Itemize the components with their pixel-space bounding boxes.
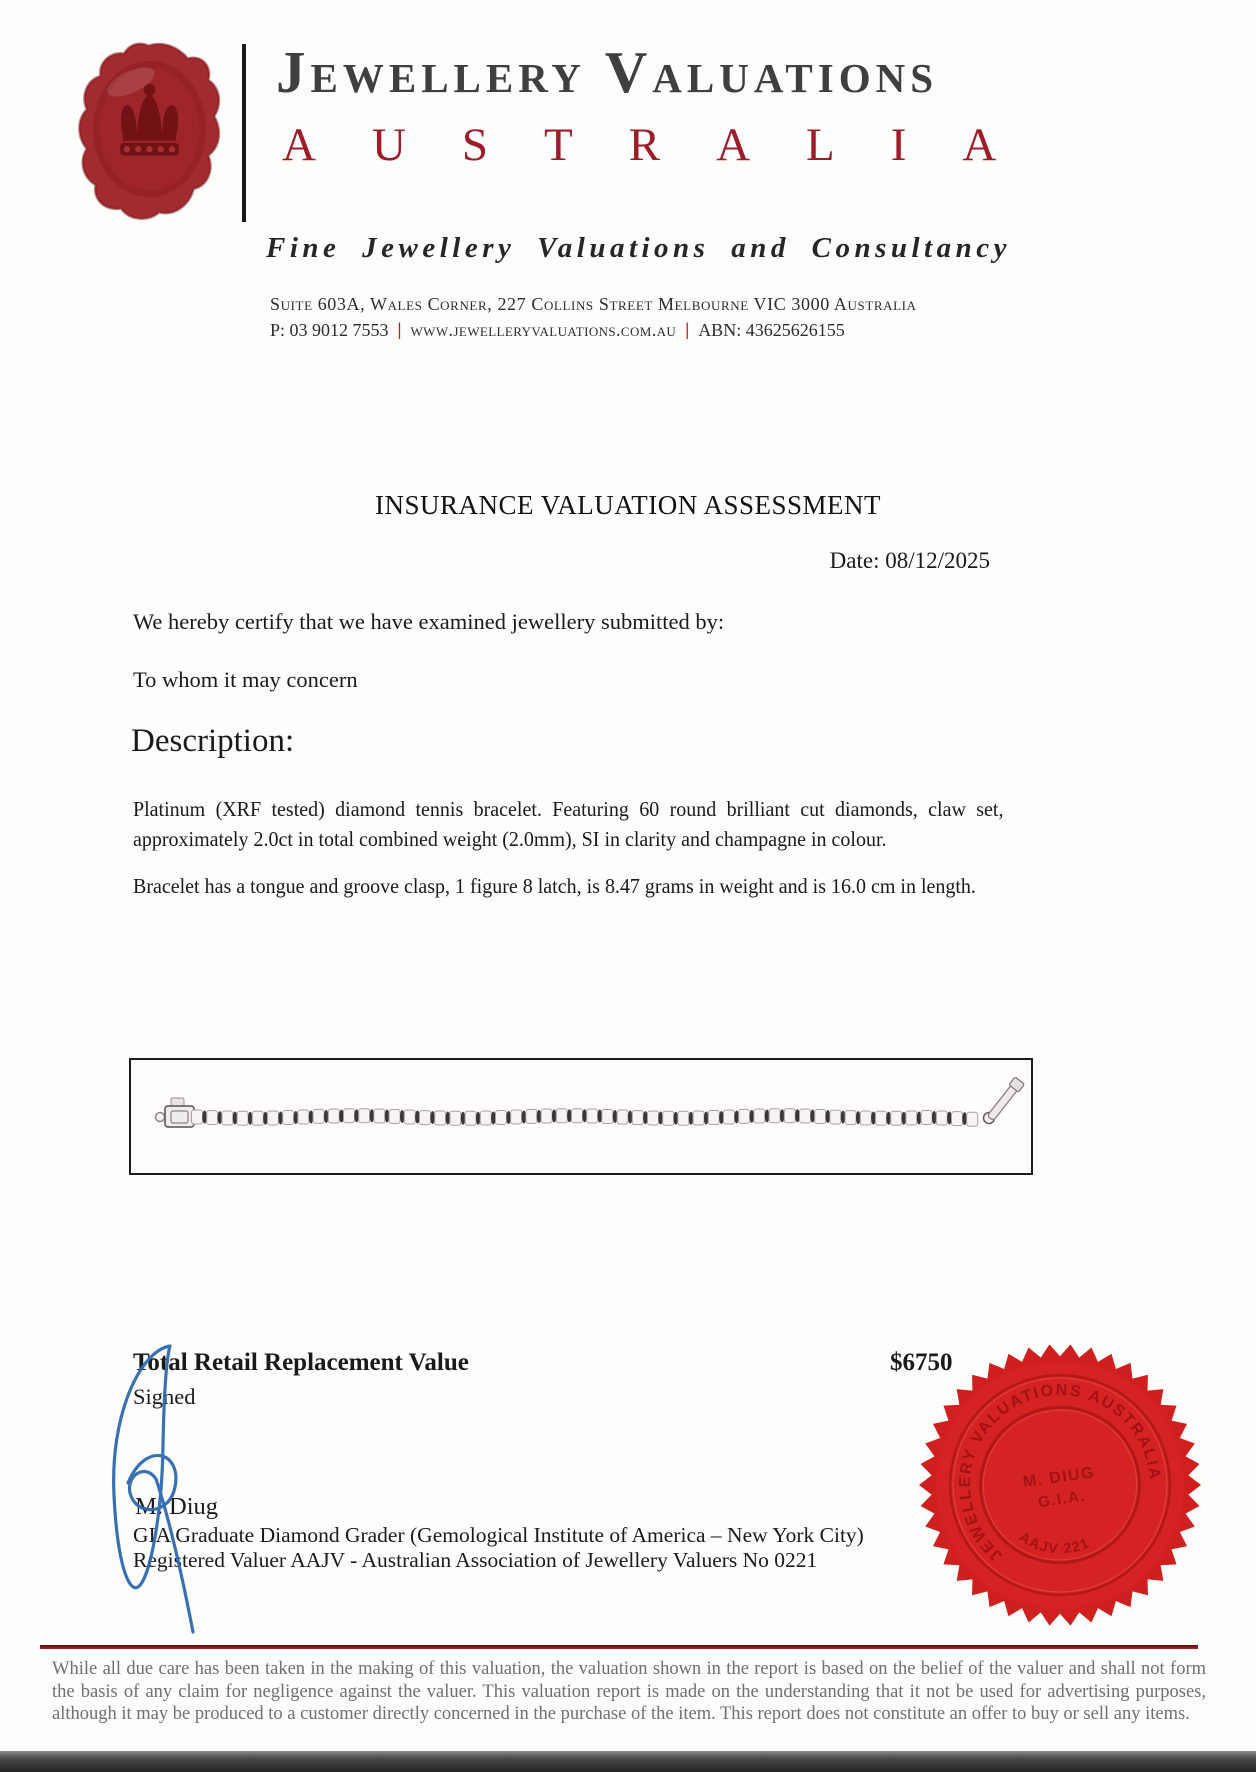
certify-line: We hereby certify that we have examined jewellery submitted by: [133,609,725,634]
embossed-valuer-seal [918,1343,1202,1627]
seal-gia-text: G.I.A. [1037,1487,1087,1512]
brand-tagline: Fine Jewellery Valuations and Consultancy [266,232,1011,264]
brand-contact-line [270,320,845,341]
footer-disclaimer: While all due care has been taken in the making of this valuation, the valuation shown in the report is based on the belief of the valuer and shall not form the basis of any claim for negligence against the valuer. This valuation report is made on the understanding that it not be used for advertising purposes, although it may be produced to a customer directly concerned in the purchase of the item. This report does not constitute an offer to buy or sell any items. [52,1659,1206,1724]
header-divider-rule [242,44,246,222]
valuer-name: M. Diug [135,1493,219,1520]
wax-seal-crown-logo [74,38,226,226]
brand-name: Jewellery Valuations [276,39,939,105]
separator-pipe: | [685,319,690,339]
document-date: Date: 08/12/2025 [829,548,990,573]
signed-label: Signed [133,1384,196,1409]
brand-country: AUSTRALIA [282,119,1053,171]
footer-divider-rule [40,1645,1198,1649]
website-text: www.jewelleryvaluations.com.au [410,320,677,340]
addressee-line: To whom it may concern [133,667,358,692]
brand-address: Suite 603A, Wales Corner, 227 Collins Street Melbourne VIC 3000 Australia [270,294,917,314]
abn-number: ABN: 43625626155 [698,320,845,340]
description-paragraph-1: Platinum (XRF tested) diamond tennis bracelet. Featuring 60 round brilliant cut diamonds, claw set, approximately 2.0ct in total combined weight (2.0mm), SI in clarity and champagne in colour. [133,797,1004,851]
seal-valuer-name: M. DIUG [1021,1463,1097,1492]
seal-ring-text: JEWELLERY VALUATIONS AUSTRALIA [955,1380,1165,1565]
separator-pipe: | [397,319,402,339]
handwritten-signature [100,1335,210,1645]
scan-edge-artifact [0,1751,1256,1772]
replacement-value-amount: $6750 [890,1349,953,1376]
valuer-credential-aajv: Registered Valuer AAJV - Australian Association of Jewellery Valuers No 0221 [133,1548,818,1572]
phone-number: P: 03 9012 7553 [270,320,389,340]
replacement-value-label: Total Retail Replacement Value [133,1349,469,1376]
valuer-credential-gia: GIA Graduate Diamond Grader (Gemological Institute of America – New York City) [133,1523,864,1547]
tennis-bracelet-photo [131,1060,1031,1173]
description-paragraph-2: Bracelet has a tongue and groove clasp, 1 figure 8 latch, is 8.47 grams in weight and is 16.0 cm in length. [133,874,976,898]
seal-registration-number: AAJV 221 [1015,1529,1093,1558]
document-title: INSURANCE VALUATION ASSESSMENT [374,490,882,520]
bracelet-photo-frame [129,1058,1033,1175]
description-heading: Description: [131,723,295,759]
